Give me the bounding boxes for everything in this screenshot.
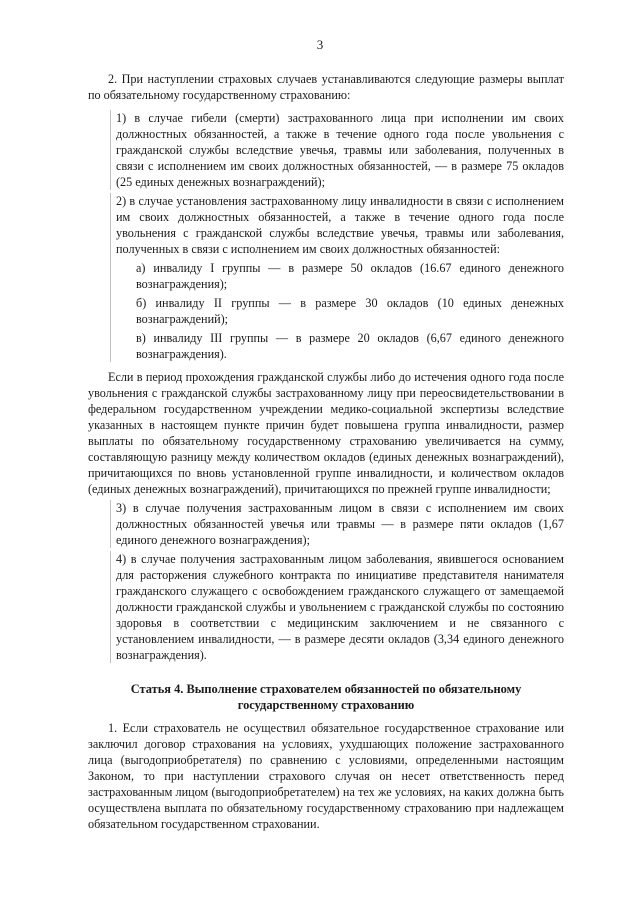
paragraph-payout-sizes: 2. При наступлении страховых случаев устанавливаются следующие размеры выплат по обязательному государственному страхованию: <box>88 72 564 102</box>
item-2-block <box>110 193 564 362</box>
page-number: 3 <box>316 37 324 52</box>
item-2c-group-3: в) инвалиду III группы — в размере 20 окладов (6,67 единого денежного вознаграждения). <box>136 331 564 361</box>
item-4-wrapper <box>108 551 564 663</box>
item-1-wrapper <box>108 110 564 190</box>
item-2-disability: 2) в случае установления застрахованному лицу инвалидности в связи с исполнением им своих должностных обязанностей, а также в течение одного года после увольнения с гражданской службы вследствие увечья, травмы или заболевания, полученных в связи с исполнением им своих должностных обязанностей: <box>116 194 564 256</box>
article-4-heading <box>88 681 564 713</box>
item-2-wrapper <box>108 193 564 362</box>
document-body <box>88 71 564 832</box>
item-2b-group-2: б) инвалиду II группы — в размере 30 окладов (10 единых денежных вознаграждений); <box>136 296 564 326</box>
item-3-injury: 3) в случае получения застрахованным лицом в связи с исполнением им своих должностных обязанностей увечья или травмы — в размере пяти окладов (1,67 единого денежного вознаграждения); <box>110 500 564 548</box>
item-1-death: 1) в случае гибели (смерти) застрахованного лица при исполнении им своих должностных обязанностей, а также в течение одного года после увольнения с гражданской службы вследствие увечья, травмы или заболевания, полученных в связи с исполнением им своих должностных обязанностей, — в размере 75 окладов (25 единых денежных вознаграждений); <box>110 110 564 190</box>
article-4-title-line-2: государственному страхованию <box>237 698 415 712</box>
item-2a-group-1: а) инвалиду I группы — в размере 50 окладов (16.67 единого денежного вознаграждения); <box>136 261 564 291</box>
paragraph-recertification: Если в период прохождения гражданской службы либо до истечения одного года после увольнения с гражданской службы застрахованному лицу при переосвидетельствовании в федеральном государственном учреждении медико-социальной экспертизы вследствие указанных в настоящем пункте причин будет повышена группа инвалидности, размер выплаты по обязательному государственному страхованию увеличивается на сумму, составляющую разницу между количеством окладов (единых денежных вознаграждений), причитающихся по вновь установленной группе инвалидности, и количеством окладов (единых денежных вознаграждений), причитающихся по прежней группе инвалидности; <box>88 370 564 496</box>
item-4-illness: 4) в случае получения застрахованным лицом заболевания, явившегося основанием для расторжения служебного контракта по инициативе представителя нанимателя гражданского служащего с освобождением гражданского служащего от замещаемой должности гражданской службы и увольнением с гражданской службы по состоянию здоровья в соответствии с медицинским заключением и не связанного с установлением инвалидности, — в размере десяти окладов (3,34 единого денежного вознаграждения). <box>110 551 564 663</box>
article-4-paragraph-1: 1. Если страхователь не осуществил обязательное государственное страхование или заключил договор страхования на условиях, ухудшающих положение застрахованного лица (выгодоприобретателя) по сравнению с условиями, определенными настоящим Законом, то при наступлении страхового случая он несет ответственность перед застрахованным лицом (выгодоприобретателем) на тех же условиях, на каких должна быть осуществлена выплата по обязательному государственному страхованию при надлежащем обязательном государственном страховании. <box>88 721 564 831</box>
item-3-wrapper <box>108 500 564 548</box>
article-4-title-line-1: Статья 4. Выполнение страхователем обязанностей по обязательному <box>130 682 522 696</box>
